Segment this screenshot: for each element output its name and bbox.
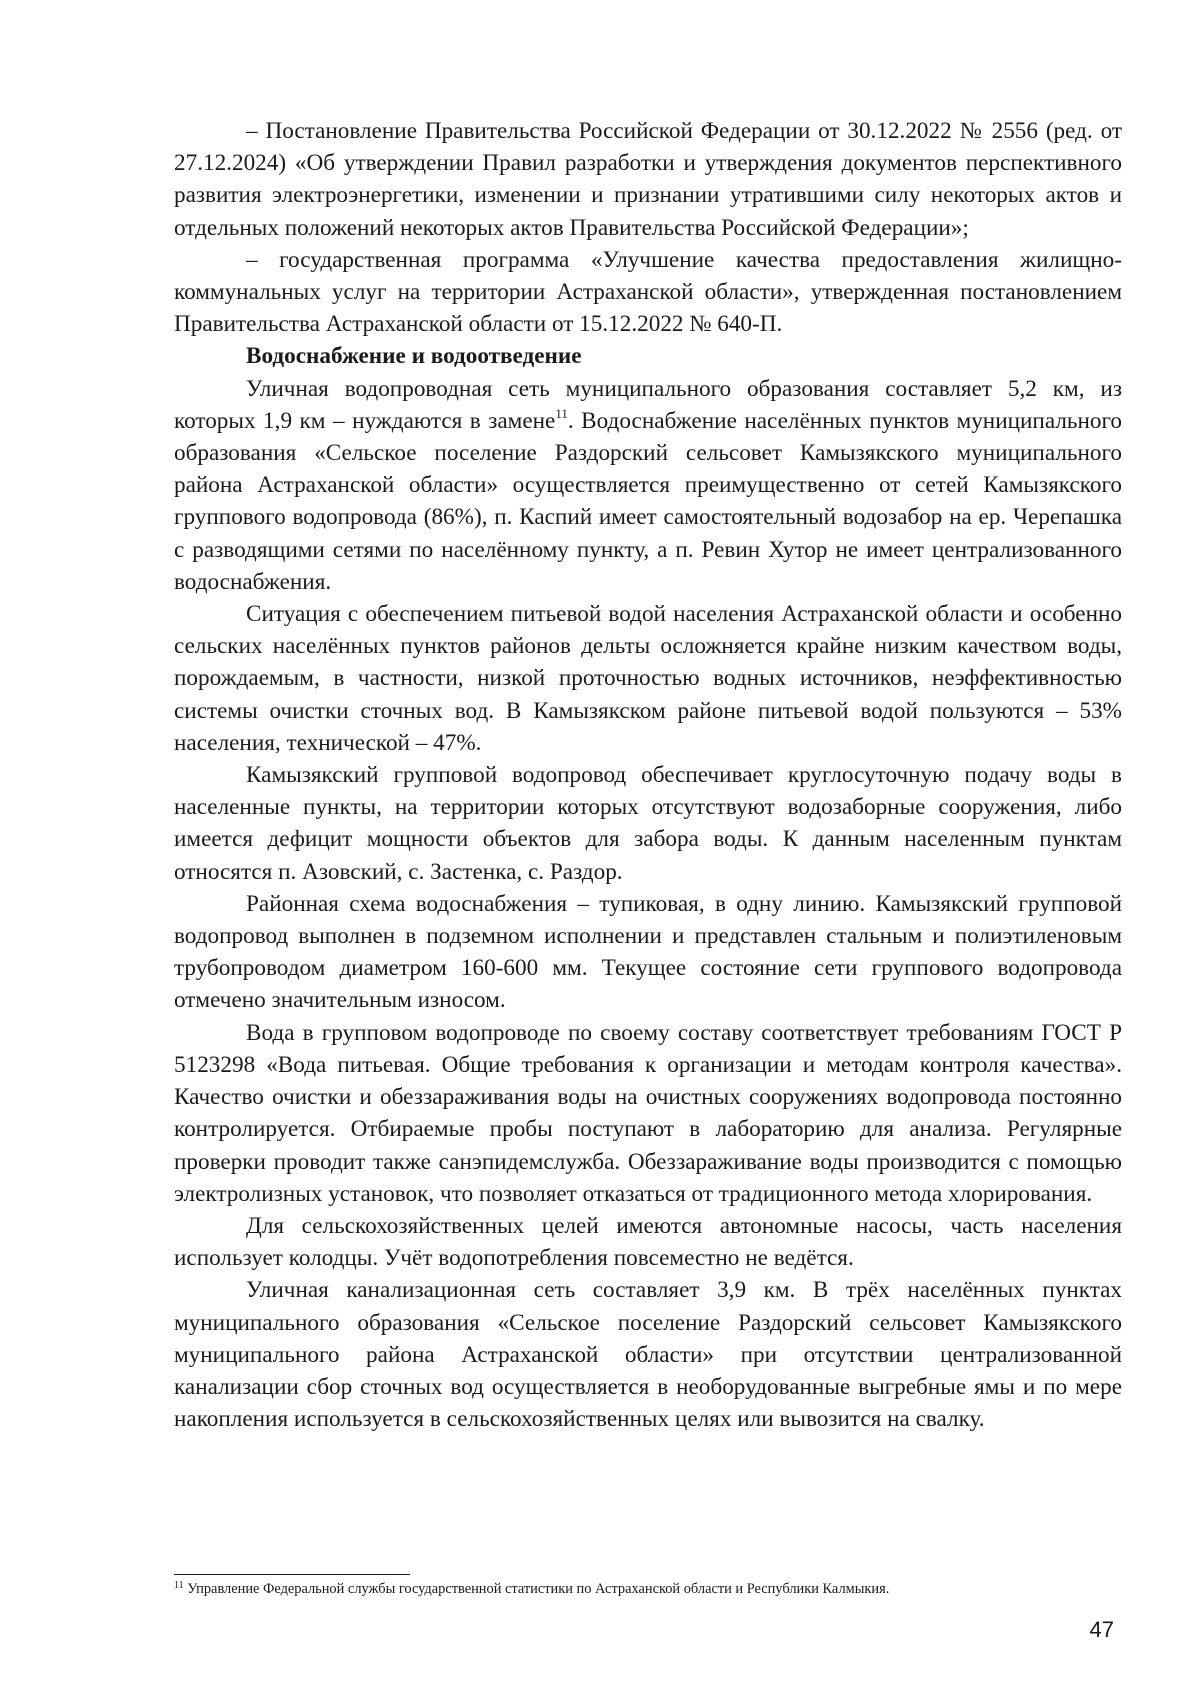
list-item-decree-2556: – Постановление Правительства Российской Федерации от 30.12.2022 № 2556 (ред. от 27.12.2024) «Об утверждении Правил разработки и утверждения документов перспективного развития электроэнергетики, изменении и признании утратившими силу некоторых актов и отдельных положений некоторых актов Правительства Российской Федерации»; (174, 118, 1122, 241)
list-item-state-program: – государственная программа «Улучшение качества предоставления жилищно-коммунальных услуг на территории Астраханской области», утвержденная постановлением Правительства Астраханской области от 15.12.2022 № 640-П. (174, 246, 1122, 338)
footnote-separator (174, 1574, 410, 1575)
section-heading: Водоснабжение и водоотведение (246, 343, 582, 370)
footnote-text: Управление Федеральной службы государственной статистики по Астраханской области и Республики Калмыкия. (183, 1581, 890, 1597)
paragraph-water-quality: Вода в групповом водопроводе по своему составу соответствует требованиям ГОСТ Р 5123298 «Вода питьевая. Общие требования к организации и методам контроля качества». Качество очистки и обеззараживания воды на очистных сооружениях водопровода постоянно контролируется. Отбираемые пробы поступают в лабораторию для анализа. Регулярные проверки проводит также санэпидемслужба. Обеззараживание воды производится с помощью электролизных установок, что позволяет отказаться от традиционного метода хлорирования. (174, 1019, 1122, 1207)
paragraph-sewerage: Уличная канализационная сеть составляет 3,9 км. В трёх населённых пунктах муниципального образования «Сельское поселение Раздорский сельсовет Камызякского муниципального района Астраханской области» при отсутствии централизованной канализации сбор сточных вод осуществляется в необорудованные выгребные ямы и по мере накопления используется в сельскохозяйственных целях или вывозится на свалку. (174, 1277, 1122, 1433)
page-number: 47 (1089, 1617, 1114, 1642)
paragraph-supply-scheme: Районная схема водоснабжения – тупиковая, в одну линию. Камызякский групповой водопровод выполнен в подземном исполнении и представлен стальным и полиэтиленовым трубопроводом диаметром 160-600 мм. Текущее состояние сети группового водопровода отмечено значительным износом. (174, 890, 1122, 1014)
paragraph-water-network (174, 373, 1122, 598)
footnote (174, 1580, 1122, 1598)
paragraph-agriculture: Для сельскохозяйственных целей имеются автономные насосы, часть населения использует колодцы. Учёт водопотребления повсеместно не ведётся. (174, 1212, 1122, 1272)
paragraph-text: . Водоснабжение населённых пунктов муниципального образования «Сельское поселение Раздорский сельсовет Камызякского муниципального района Астраханской области» осуществляется преимущественно от сетей Камызякского группового водопровода (86%), п. Каспий имеет самостоятельный водозабор на ер. Черепашка с разводящими сетями по населённому пункту, а п. Ревин Хутор не имеет централизованного водоснабжения. (174, 407, 1122, 595)
paragraph-text: Уличная водопроводная сеть муниципального образования составляет 5,2 км, из которых 1,9 км – нуждаются в замене (174, 375, 1122, 434)
footnote-number: 11 (174, 1580, 184, 1591)
paragraph-group-pipeline: Камызякский групповой водопровод обеспечивает круглосуточную подачу воды в населенные пункты, на территории которых отсутствуют водозаборные сооружения, либо имеется дефицит мощности объектов для забора воды. К данным населенным пунктам относятся п. Азовский, с. Застенка, с. Раздор. (174, 762, 1122, 885)
paragraph-drinking-water: Ситуация с обеспечением питьевой водой населения Астраханской области и особенно сельских населённых пунктов районов дельты осложняется крайне низким качеством воды, порождаемым, в частности, низкой проточностью водных источников, неэффективностью системы очистки сточных вод. В Камызякском районе питьевой водой пользуются – 53% населения, технической – 47%. (174, 601, 1122, 756)
footnote-ref: 11 (555, 405, 568, 421)
body-text (174, 115, 1122, 1435)
